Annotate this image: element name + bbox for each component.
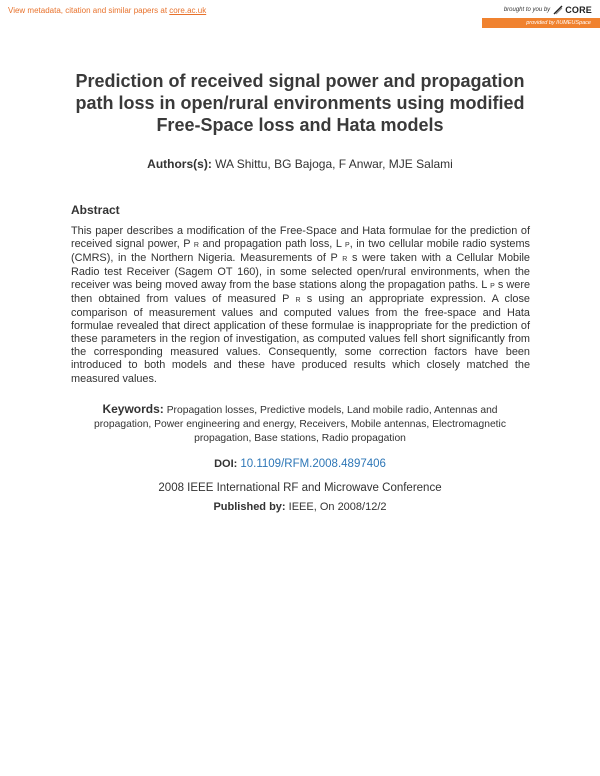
- keywords-block: [80, 402, 520, 446]
- abstract-part: and propagation path loss, L: [198, 238, 342, 251]
- provided-by-strip: provided by IIUMEUSpace: [482, 18, 600, 28]
- subscript-r: R: [342, 256, 348, 264]
- authors-line: [0, 157, 600, 171]
- abstract-part: s using an appropriate expression. A close comparison of measurement values and computed values from the free-space and Hata formulae revealed that direct application of these formulae is inappropriate for the prediction of these parameters in the region of investigation, as computed values fell short significantly from the corresponding measured values. Consequently, some correction factors have been introduced to both models and these have produced results which closely matched the measured values.: [71, 293, 530, 385]
- subscript-r: R: [295, 297, 301, 305]
- abstract-part: s were taken with a Cellular Mobile Radio test Receiver (Sagem OT 160), in some selected open/rural environments, when the receiver was being moved away from the base stations along the propagation paths. L: [71, 252, 530, 292]
- metadata-link[interactable]: [8, 6, 206, 15]
- published-label: Published by:: [213, 501, 286, 513]
- abstract-part: , in two cellular mobile radio systems (CMRS), in the Northern Nigeria. Measurements of P: [71, 238, 530, 265]
- paper-title: Prediction of received signal power and propagation path loss in open/rural environments using modified Free-Space loss and Hata models: [75, 71, 525, 135]
- top-banner: [0, 0, 600, 30]
- doi-link[interactable]: 10.1109/RFM.2008.4897406: [240, 458, 386, 470]
- core-badge[interactable]: [504, 3, 592, 17]
- published-value: IEEE, On 2008/12/2: [288, 501, 387, 513]
- conference-line: 2008 IEEE International RF and Microwave Conference: [158, 482, 442, 494]
- abstract-part: This paper describes a modification of the Free-Space and Hata formulae for the prediction of received signal power, P: [71, 225, 530, 251]
- core-logo-icon: [553, 5, 563, 15]
- doi-label: DOI:: [214, 458, 238, 470]
- core-label: CORE: [565, 5, 592, 15]
- abstract-text: [71, 225, 530, 386]
- abstract-part: s were then obtained from values of measured P: [71, 279, 531, 306]
- subscript-p: P: [345, 242, 350, 250]
- abstract-heading: Abstract: [71, 203, 120, 217]
- brought-to-you-text: brought to you by: [503, 7, 551, 13]
- metadata-text: View metadata, citation and similar papers at: [8, 6, 170, 15]
- core-link[interactable]: core.ac.uk: [169, 6, 207, 15]
- authors-names: WA Shittu, BG Bajoga, F Anwar, MJE Salami: [215, 157, 453, 171]
- published-line: [0, 501, 600, 513]
- doi-line: [0, 458, 600, 470]
- keywords-label: Keywords:: [102, 402, 164, 416]
- subscript-r: R: [193, 242, 199, 250]
- authors-label: Authors(s):: [147, 157, 212, 171]
- subscript-p: P: [490, 283, 495, 291]
- keywords-list: Propagation losses, Predictive models, Land mobile radio, Antennas and propagation, Power engineering and energy, Receivers, Mobile antennas, Electromagnetic propagation, Base stations, Radio propagation: [94, 405, 506, 444]
